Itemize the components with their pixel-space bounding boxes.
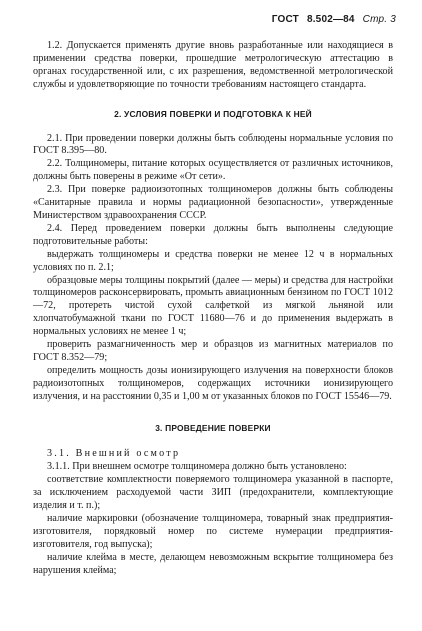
clause-3-1-1-item-a: соответствие комплектности поверяемого толщиномера указанной в паспорте, за исключением расходуемой части ЗИП (предохранители, комплектующие изделия и т. п.); <box>33 474 393 512</box>
header-standard: ГОСТ <box>271 14 299 25</box>
clause-2-4-item-d: определить мощность дозы ионизирующего излучения на поверхности блоков радиоизотопных толщиномеров, содержащих источники ионизирующего излучения, и на расстоянии 0,35 и 1,00 м от указанных блоков по ГОСТ 15546—79. <box>33 364 393 402</box>
clause-3-1-1-item-c: наличие клейма в месте, делающем невозможным вскрытие толщиномера без нарушения клейма; <box>33 551 393 576</box>
clause-1-2: 1.2. Допускается применять другие вновь разработанные или находящиеся в применении средства поверки, прошедшие метрологическую аттестацию в органах государственной или, с их разрешения, ведомственной метрологической службы и удовлетворяющие по точности требованиям настоящего стандарта. <box>33 40 393 90</box>
header-page-number: Стр. 3 <box>362 14 396 25</box>
clause-3-1: 3.1. Внешний осмотр <box>47 448 181 460</box>
clause-2-3: 2.3. При поверке радиоизотопных толщиномеров должны быть соблюдены «Санитарные правила и нормы радиационной безопасности», утвержденные Министерством здравоохранения СССР. <box>33 184 393 221</box>
clause-3-1-1: 3.1.1. При внешнем осмотре толщиномера должно быть установлено: <box>47 461 347 473</box>
clause-2-4: 2.4. Перед проведением поверки должны быть выполнены следующие подготовительные работы: <box>33 222 393 247</box>
clause-3-1-1-item-b: наличие маркировки (обозначение толщиномера, товарный знак предприятия-изготовителя, порядковый номер по системе нумерации предприятия-изготовителя, год выпуска); <box>33 513 393 550</box>
header-number: 8.502—84 <box>306 14 355 25</box>
section-3-heading: 3. ПРОВЕДЕНИЕ ПОВЕРКИ <box>155 422 271 433</box>
clause-2-4-item-a: выдержать толщиномеры и средства поверки не менее 12 ч в нормальных условиях по п. 2.1; <box>33 248 393 273</box>
clause-2-4-item-b: образцовые меры толщины покрытий (далее — меры) и средства для настройки толщиномеров расконсервировать, промыть авиационным бензином по ГОСТ 1012—72, протереть чистой сухой салфеткой из мягкой льняной или хлопчатобумажной ткани по ГОСТ 11680—76 и до применения выдержать в нормальных условиях не менее 1 ч; <box>33 274 393 338</box>
clause-2-2: 2.2. Толщиномеры, питание которых осуществляется от различных источников, должны быть поверены в режиме «От сети». <box>33 158 393 183</box>
section-2-heading: 2. УСЛОВИЯ ПОВЕРКИ И ПОДГОТОВКА К НЕЙ <box>114 108 312 119</box>
clause-2-1: 2.1. При проведении поверки должны быть соблюдены нормальные условия по ГОСТ 8.395—80. <box>33 132 393 157</box>
document-body <box>33 40 393 578</box>
clause-2-4-item-c: проверить размагниченность мер и образцов из магнитных материалов по ГОСТ 8.352—79; <box>33 339 393 363</box>
page-header <box>267 14 396 25</box>
